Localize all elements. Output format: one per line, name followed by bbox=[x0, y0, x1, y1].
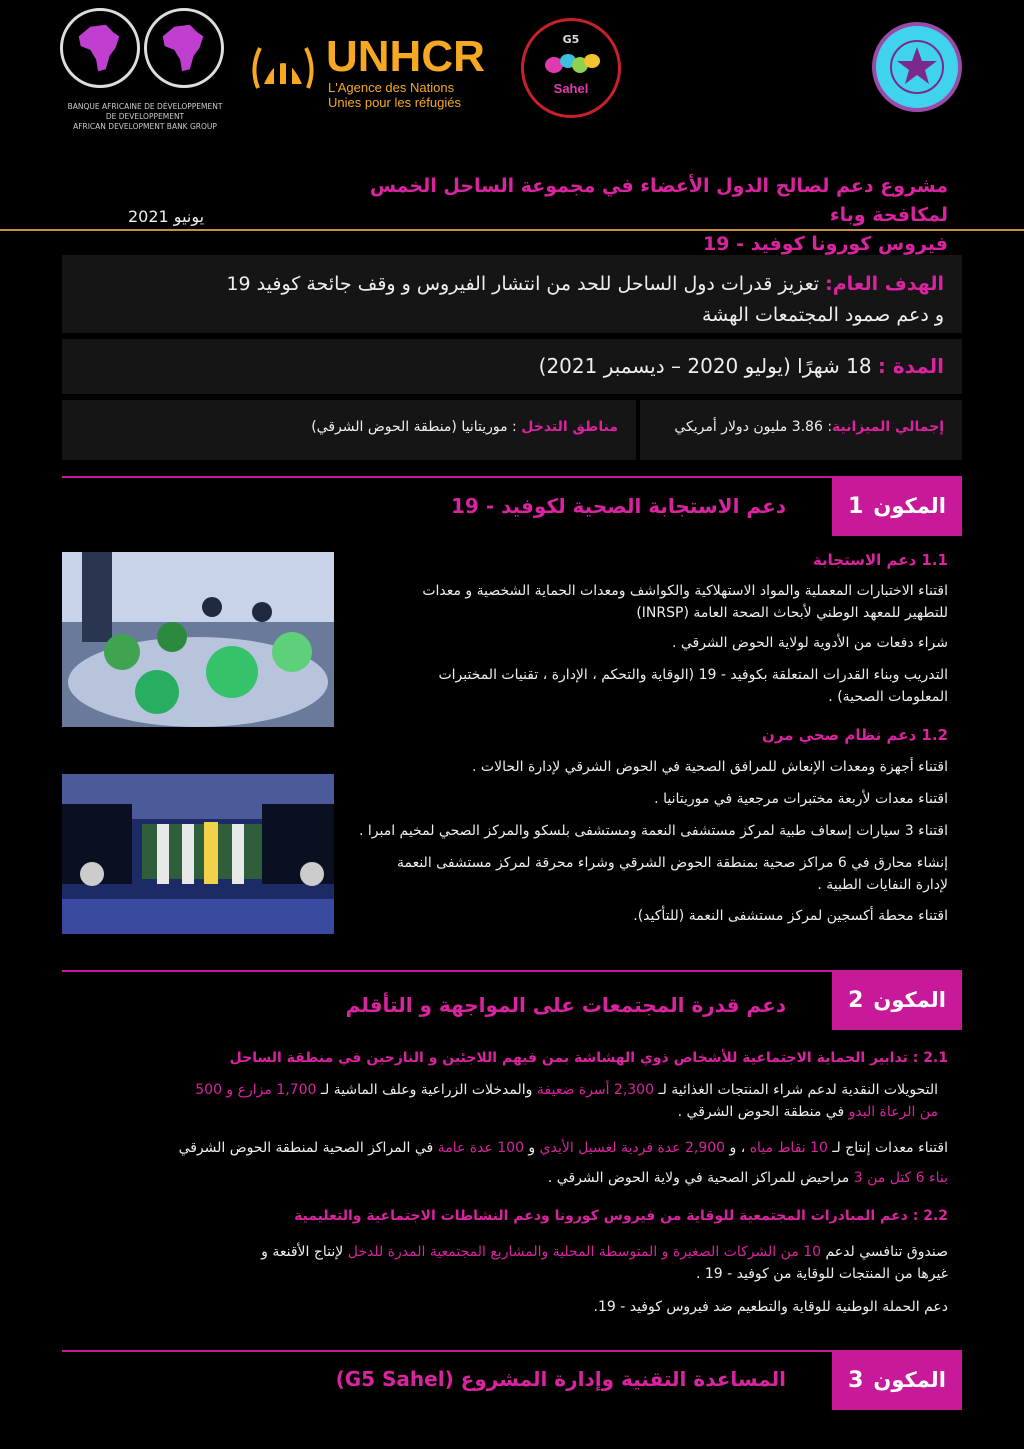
subsection-1-2-heading: 1.2 دعم نظام صحي مرن bbox=[762, 726, 948, 744]
paragraph: دعم الحملة الوطنية للوقاية والتطعيم ضد فيروس كوفيد - 19. bbox=[593, 1299, 948, 1315]
paragraph: اقتناء محطة أكسجين لمركز مستشفى النعمة (للتأكيد). bbox=[633, 908, 948, 924]
ambulance-handover-photo bbox=[62, 774, 334, 934]
paragraph: شراء دفعات من الأدوية لولاية الحوض الشرقي . bbox=[671, 635, 948, 651]
zones-label: مناطق التدخل bbox=[521, 419, 618, 435]
subsection-2-2-heading: 2.2 : دعم المبادرات المجتمعية للوقاية من فيروس كورونا ودعم النشاطات الاجتماعية والتعليمية bbox=[294, 1208, 948, 1224]
paragraph: اقتناء معدات إنتاج لـ 10 نقاط مياه ، و 2,900 عدة فردية لغسيل الأيدي و 100 عدة عامة في المراكز الصحية لمنطقة الحوض الشرقي bbox=[178, 1140, 948, 1156]
unhcr-emblem-icon bbox=[248, 38, 318, 96]
duration-text: 18 شهرًا (يوليو 2020 – ديسمبر 2021) bbox=[538, 354, 878, 378]
afdb-name: BANQUE AFRICAINE DE DÉVELOPPEMENT DE DEVELOPPEMENT AFRICAN DEVELOPMENT BANK GROUP bbox=[67, 102, 223, 131]
paragraph: بناء 6 كتل من 3 مراحيض للمراكز الصحية في ولاية الحوض الشرقي . bbox=[547, 1170, 948, 1186]
unhcr-tagline: L'Agence des Nations Unies pour les réfugiés bbox=[328, 80, 461, 110]
africa-map-icon bbox=[60, 8, 140, 88]
component-1-rule bbox=[62, 476, 962, 478]
unhcr-logo bbox=[248, 32, 498, 116]
paragraph: التحويلات النقدية لدعم شراء المنتجات الغذائية لـ 2,300 أسرة ضعيفة والمدخلات الزراعية وعلف الماشية لـ 1,700 مزارع و 500 من الرعاة البدو في منطقة الحوض الشرقي . bbox=[195, 1082, 938, 1120]
component-1-title: دعم الاستجابة الصحية لكوفيد - 19 bbox=[451, 494, 786, 518]
component-2-title: دعم قدرة المجتمعات على المواجهة و التأقلم bbox=[345, 993, 786, 1017]
unhcr-wordmark: UNHCR bbox=[326, 32, 485, 81]
mauritania-seal-icon bbox=[872, 22, 962, 112]
objective-label: الهدف العام: bbox=[825, 273, 944, 295]
g5-map-icon bbox=[542, 49, 602, 79]
page-title: مشروع دعم لصالح الدول الأعضاء في مجموعة الساحل الخمس لمكافحة وباء فيروس كورونا كوفيد - 19 bbox=[369, 175, 948, 255]
subsection-2-1-heading: 2.1 : تدابير الحماية الاجتماعية للأشخاص ذوي الهشاشة بمن فيهم اللاجئين و النازحين في منطقة الساحل bbox=[229, 1050, 948, 1066]
g5-sahel-logo: G5 Sahel bbox=[521, 18, 621, 118]
duration-label: المدة : bbox=[877, 354, 944, 378]
paragraph: اقتناء أجهزة ومعدات الإنعاش للمرافق الصحية في الحوض الشرقي لإدارة الحالات . bbox=[472, 759, 948, 775]
paragraph: صندوق تنافسي لدعم 10 من الشركات الصغيرة و المتوسطة المحلية والمشاريع المجتمعية المدرة للدخل لإنتاج الأقنعة و غيرها من المنتجات للوقاية من كوفيد - 19 . bbox=[261, 1244, 948, 1282]
paragraph: التدريب وبناء القدرات المتعلقة بكوفيد - 19 (الوقاية والتحكم ، الإدارة ، تقنيات المختبرات المعلومات الصحية) . bbox=[438, 667, 948, 705]
component-3-rule bbox=[62, 1350, 962, 1352]
paragraph: اقتناء 3 سيارات إسعاف طبية لمركز مستشفى النعمة ومستشفى بلسكو والمركز الصحي لمخيم امبرا . bbox=[358, 823, 948, 839]
header-divider bbox=[0, 229, 1024, 231]
subsection-1-1-heading: 1.1 دعم الاستجابة bbox=[812, 551, 948, 569]
zones-text: : موريتانيا (منطقة الحوض الشرقي) bbox=[311, 419, 522, 435]
budget-box bbox=[640, 400, 962, 460]
duration-box bbox=[62, 339, 962, 394]
objective-text: تعزيز قدرات دول الساحل للحد من انتشار الفيروس و وقف جائحة كوفيد 19 و دعم صمود المجتمعات الهشة bbox=[226, 273, 944, 326]
paragraph: إنشاء محارق في 6 مراكز صحية بمنطقة الحوض الشرقي وشراء محرقة لمركز مستشفى النعمة لإدارة النفايات الطبية . bbox=[396, 855, 948, 893]
paragraph: اقتناء الاختبارات المعملية والمواد الاستهلاكية والكواشف ومعدات الحماية الشخصية و معدات للتطهير للمعهد الوطني لأبحاث الصحة العامة (INRSP) bbox=[422, 583, 948, 621]
africa-map-icon bbox=[144, 8, 224, 88]
objective-box bbox=[62, 255, 962, 333]
component-2-badge: المكون 2 bbox=[832, 970, 962, 1030]
component-3-title: المساعدة التقنية وإدارة المشروع (G5 Sahel) bbox=[335, 1367, 786, 1391]
paragraph: اقتناء معدات لأربعة مختبرات مرجعية في موريتانيا . bbox=[654, 791, 948, 807]
publication-date: يونيو 2021 bbox=[128, 207, 205, 226]
budget-label: إجمالي الميزانية bbox=[832, 419, 944, 435]
meeting-photo bbox=[62, 552, 334, 727]
component-3-badge: المكون 3 bbox=[832, 1350, 962, 1410]
budget-text: : 3.86 مليون دولار أمريكي bbox=[674, 419, 833, 435]
component-1-badge: المكون 1 bbox=[832, 476, 962, 536]
zones-box bbox=[62, 400, 636, 460]
component-2-rule bbox=[62, 970, 962, 972]
afdb-logo bbox=[60, 8, 230, 130]
